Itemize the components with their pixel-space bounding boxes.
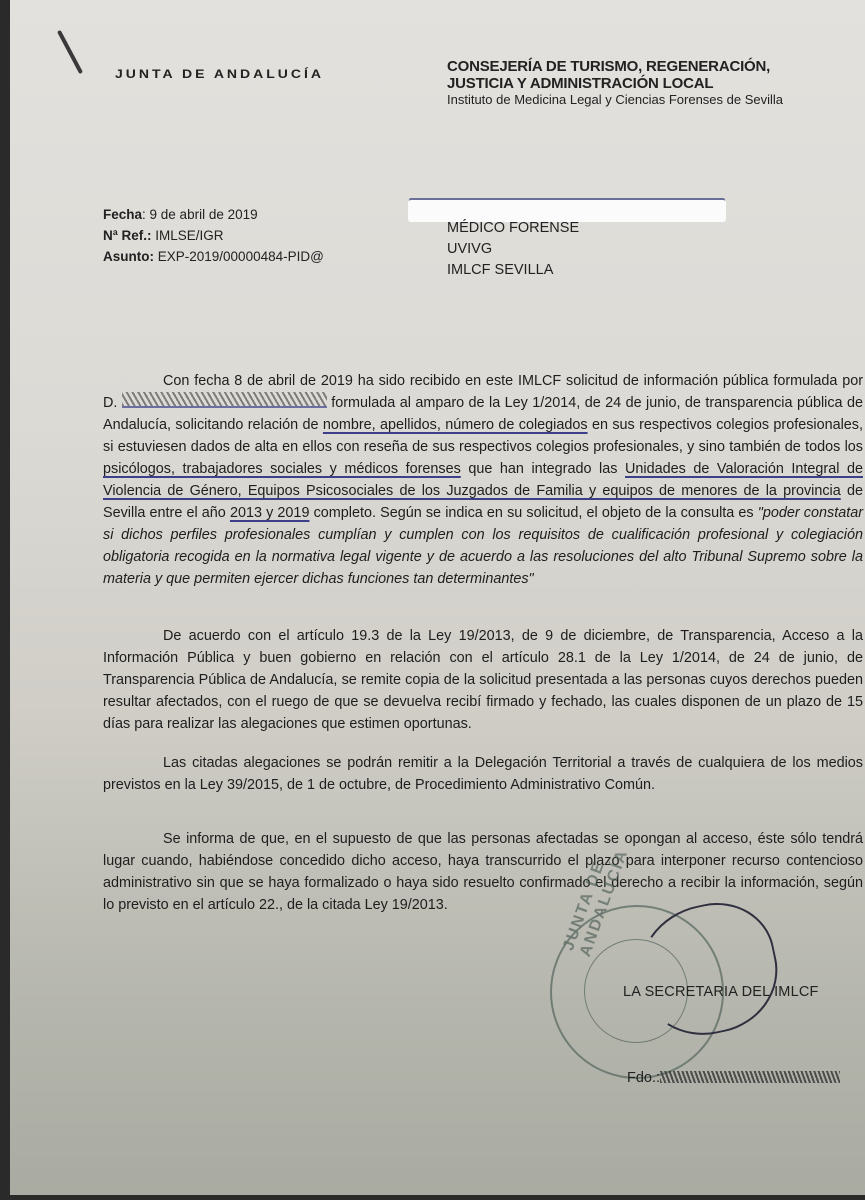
paragraph-3: Las citadas alegaciones se podrán remitir a la Delegación Territorial a través de cualquiera de los medios previstos en la Ley 39/2015, de 1 de octubre, de Procedimiento Administrativo Común. — [103, 755, 863, 793]
ref-label: Nª Ref.: — [103, 228, 152, 243]
underline-units: Unidades de Valoración Integral de Violencia de Género, Equipos Psicosociales de los Juzgados de Familia y equipos de menores de la provincia — [103, 461, 863, 499]
fecha-label: Fecha — [103, 207, 143, 222]
ministry-line-2: JUSTICIA Y ADMINISTRACIÓN LOCAL — [447, 75, 714, 92]
pen-mark — [57, 30, 83, 74]
paragraph-2: De acuerdo con el artículo 19.3 de la Ley 19/2013, de 9 de diciembre, de Transparencia, Acceso a la Información Pública y buen gobierno en relación con el artículo 28.1 de la Ley 1/2014, de 24 de junio, de Transparencia Pública de Andalucía, se remite copia de la solicitud presentada a las personas cuyos derechos pueden resultar afectados, con el ruego de que se devuelva recibí firmado y fechado, las cuales disponen de un plazo de 15 días para realizar las alegaciones que estimen oportunas. — [103, 628, 863, 732]
p1-text-c: en sus respectivos colegios profesionales, si estuviesen dados de alta en ellos con reseña de sus respectivos colegios profesionales, y sino también de todos los — [103, 417, 863, 455]
ref-row — [103, 225, 324, 246]
document-page — [10, 0, 865, 1195]
asunto-value: EXP-2019/00000484-PID@ — [154, 249, 324, 264]
letterhead — [447, 58, 783, 107]
recipient-line-1: MÉDICO FORENSE — [447, 220, 580, 236]
redaction-requester-name — [122, 392, 327, 408]
asunto-row — [103, 246, 324, 267]
underline-professions: psicólogos, trabajadores sociales y médicos forenses — [103, 461, 461, 477]
recipient-block — [447, 218, 579, 281]
paragraph-1 — [103, 370, 863, 590]
fdo-label: Fdo.: — [627, 1070, 661, 1086]
fecha-value: : 9 de abril de 2019 — [142, 207, 258, 222]
paragraph-4: Se informa de que, en el supuesto de que las personas afectadas se opongan al acceso, éste sólo tendrá lugar cuando, habiéndose concedido dicho acceso, haya transcurrido el plazo para interponer recurso contencioso administrativo sin que se haya formalizado o haya sido resuelto confirmado el derecho a recibir la información, según lo previsto en el artículo 22., de la citada Ley 19/2013. — [103, 831, 863, 913]
signatory-title: LA SECRETARIA DEL IMLCF — [623, 984, 819, 1000]
recipient-line-2: UVIVG — [447, 241, 493, 257]
institute-name: Instituto de Medicina Legal y Ciencias Forenses de Sevilla — [447, 92, 784, 107]
junta-logo-text: JUNTA DE ANDALUCÍA — [115, 67, 325, 81]
fecha-row — [103, 204, 324, 225]
redaction-signatory-name — [660, 1071, 840, 1083]
ministry-line-1: CONSEJERÍA DE TURISMO, REGENERACIÓN, — [447, 58, 771, 75]
letter-metadata — [103, 204, 324, 267]
signed-by — [627, 1070, 840, 1086]
recipient-line-3: IMLCF SEVILLA — [447, 262, 554, 278]
p1-text-a: Con fecha 8 de abril de 2019 ha sido recibido en este IMLCF solicitud de información pública formulada por D. — [103, 373, 863, 411]
p1-text-b: formulada al amparo de la Ley 1/2014, de 24 de junio, de transparencia pública de Andalucía, solicitando relación de — [103, 395, 863, 433]
underline-years: 2013 y 2019 — [229, 505, 310, 521]
p1-text-f: completo. Según se indica en su solicitud, el objeto de la consulta es — [309, 505, 758, 521]
p1-text-d: que han integrado las — [460, 461, 625, 477]
asunto-label: Asunto: — [103, 249, 154, 264]
p1-quote: "poder constatar si dichos perfiles profesionales cumplían y cumplen con los requisitos de cualificación profesional y colegiación obligatoria recogida en la normativa legal vigente y de acuerdo a las resoluciones del alto Tribunal Supremo sobre la materia y que permiten ejercer dichas funciones tan determinantes" — [103, 505, 863, 587]
stamp-text: JUNTA DE ANDALUCÍA — [560, 846, 632, 959]
p1-text-e: de Sevilla entre el año — [103, 483, 863, 521]
ref-value: IMLSE/IGR — [151, 228, 224, 243]
underline-fields: nombre, apellidos, número de colegiados — [322, 417, 588, 433]
